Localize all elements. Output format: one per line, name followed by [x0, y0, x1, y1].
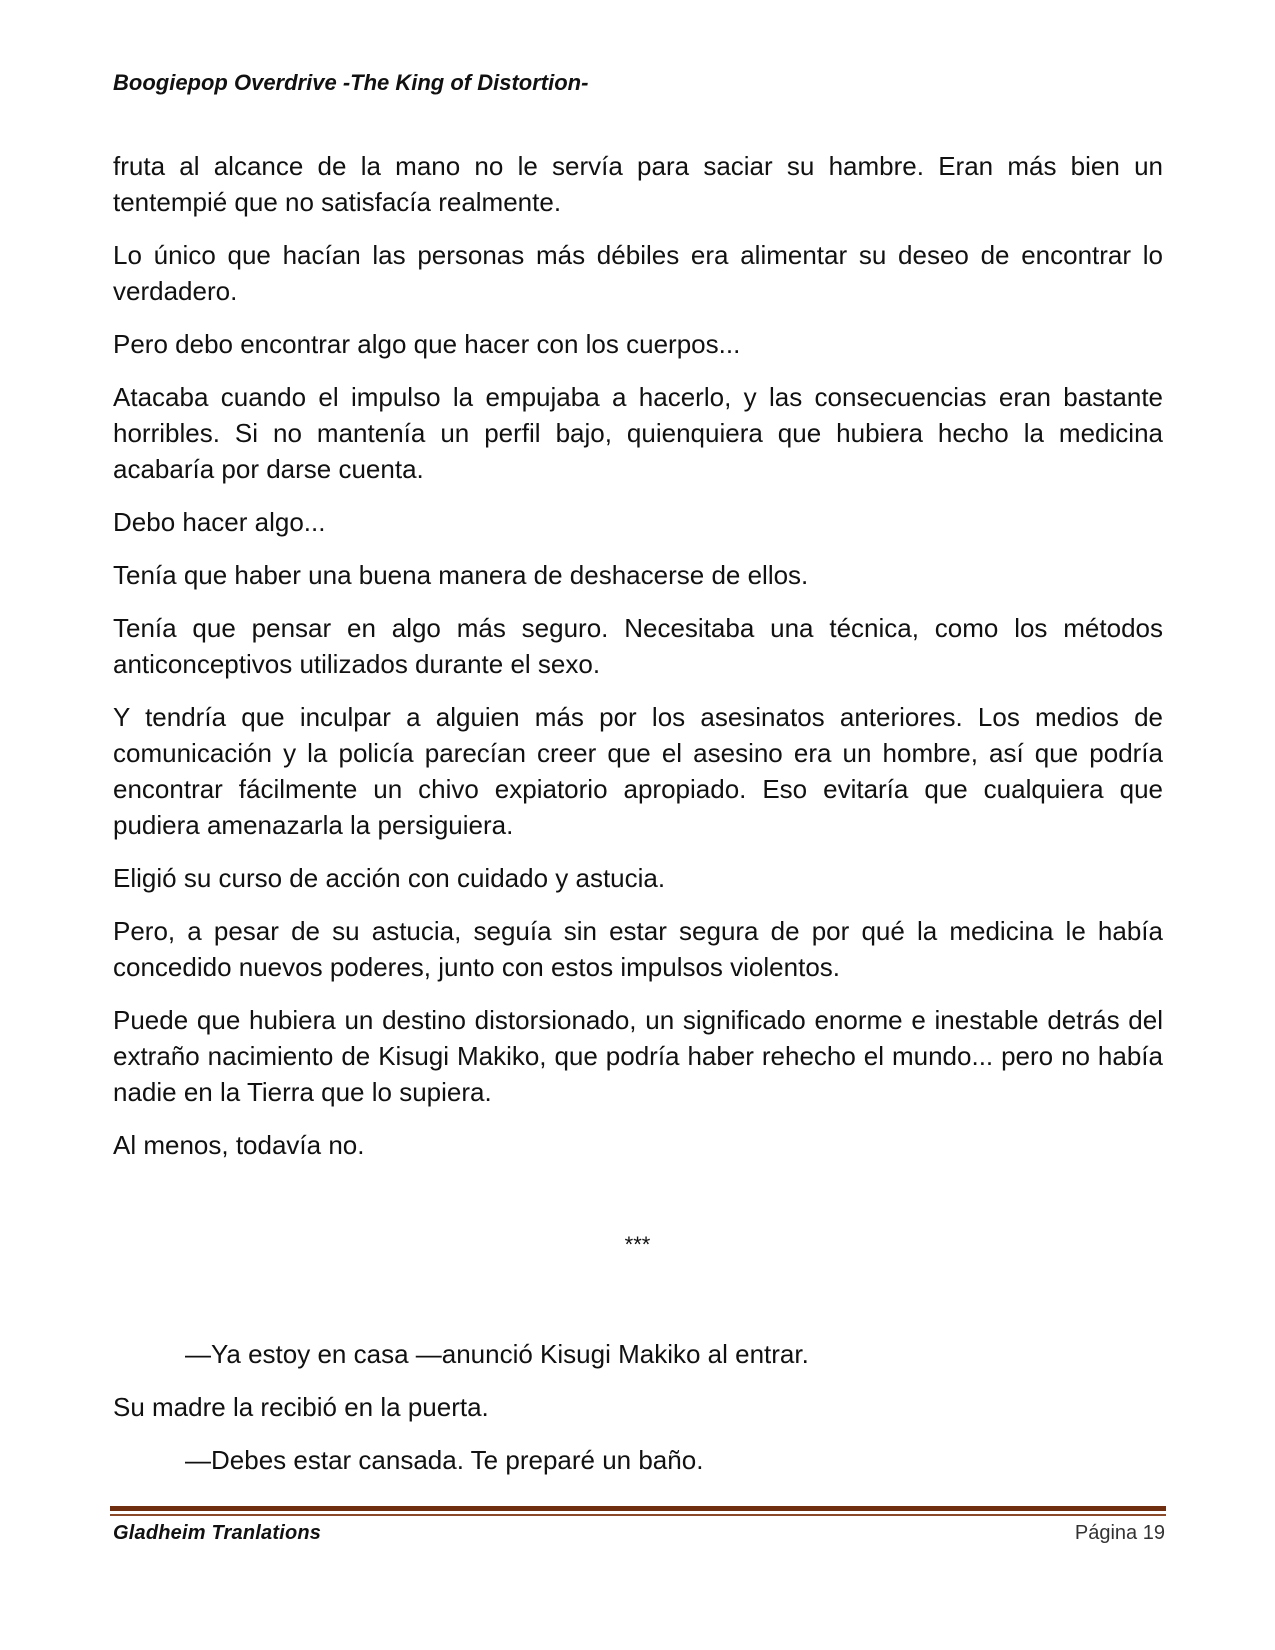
footer-publisher: Gladheim Tranlations	[113, 1522, 322, 1544]
paragraph: Pero, a pesar de su astucia, seguía sin estar segura de por qué la medicina le había concedido nuevos poderes, junto con estos impulsos violentos.	[113, 916, 1163, 982]
paragraph: Debo hacer algo...	[113, 507, 326, 537]
body-text-continued	[113, 1336, 1163, 1495]
paragraph: Puede que hubiera un destino distorsionado, un significado enorme e inestable detrás del extraño nacimiento de Kisugi Makiko, que podría haber rehecho el mundo... pero no había nadie en la Tierra que lo supiera.	[113, 1005, 1163, 1107]
paragraph: Pero debo encontrar algo que hacer con los cuerpos...	[113, 329, 741, 359]
paragraph: fruta al alcance de la mano no le servía para saciar su hambre. Eran más bien un tentempié que no satisfacía realmente.	[113, 151, 1163, 217]
footer-rule	[110, 1506, 1166, 1511]
paragraph: Atacaba cuando el impulso la empujaba a hacerlo, y las consecuencias eran bastante horribles. Si no mantenía un perfil bajo, quienquiera que hubiera hecho la medicina acabaría por darse cuenta.	[113, 382, 1163, 484]
footer-page-number	[1075, 1522, 1165, 1545]
dialogue-paragraph: —Debes estar cansada. Te preparé un baño.	[185, 1445, 704, 1475]
dialogue-paragraph: —Ya estoy en casa —anunció Kisugi Makiko al entrar.	[185, 1339, 809, 1369]
paragraph: Al menos, todavía no.	[113, 1130, 365, 1160]
page-number: 19	[1142, 1522, 1165, 1544]
page-label: Página	[1074, 1522, 1138, 1544]
paragraph: Lo único que hacían las personas más débiles era alimentar su deseo de encontrar lo verdadero.	[113, 240, 1163, 306]
footer-rule-thin	[110, 1514, 1166, 1516]
paragraph: Tenía que haber una buena manera de deshacerse de ellos.	[113, 560, 809, 590]
paragraph: Eligió su curso de acción con cuidado y astucia.	[113, 863, 666, 893]
scene-break: ***	[624, 1232, 651, 1257]
paragraph: Y tendría que inculpar a alguien más por los asesinatos anteriores. Los medios de comunicación y la policía parecían creer que el asesino era un hombre, así que podría encontrar fácilmente un chivo expiatorio apropiado. Eso evitaría que cualquiera que pudiera amenazarla la persiguiera.	[113, 702, 1163, 840]
running-header: Boogiepop Overdrive -The King of Distortion-	[113, 70, 589, 95]
paragraph: Su madre la recibió en la puerta.	[113, 1392, 489, 1422]
paragraph: Tenía que pensar en algo más seguro. Necesitaba una técnica, como los métodos anticonceptivos utilizados durante el sexo.	[113, 613, 1163, 679]
body-text	[113, 148, 1163, 1180]
